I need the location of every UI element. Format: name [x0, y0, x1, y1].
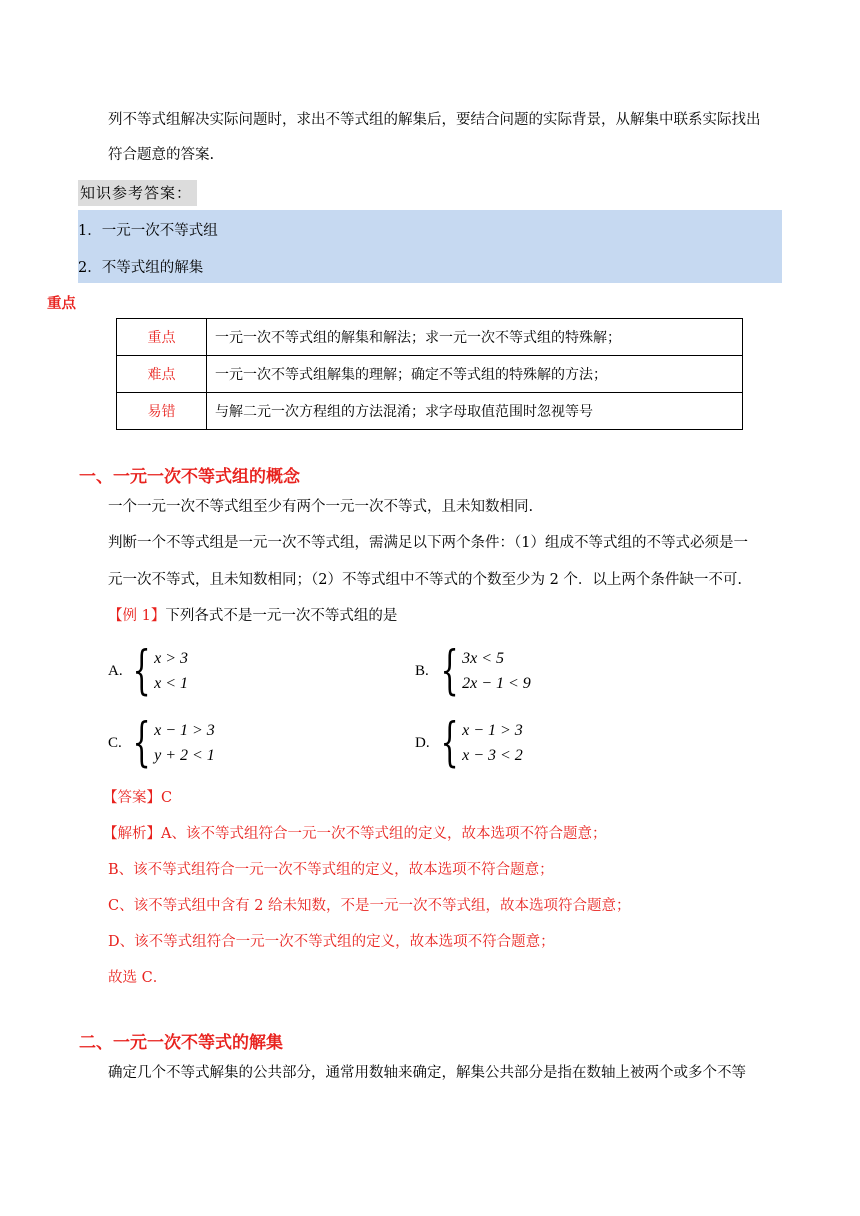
- analysis-line-3: C、该不等式组中含有 2 给未知数，不是一元一次不等式组，故本选项符合题意；: [108, 898, 631, 914]
- example-text: 下列各式不是一元一次不等式组的是: [165, 608, 398, 624]
- inequality: x < 1: [154, 675, 188, 692]
- brace-icon: {: [132, 713, 151, 773]
- answer-text: 【答案】C: [103, 790, 173, 806]
- option-b-label: B.: [415, 663, 429, 679]
- section-2-p1: 确定几个不等式解集的公共部分，通常用数轴来确定，解集公共部分是指在数轴上被两个或多个不等: [108, 1065, 746, 1081]
- section-1-p1: 一个一元一次不等式组至少有两个一元一次不等式，且未知数相同.: [108, 499, 534, 515]
- inequality: x > 3: [154, 650, 188, 667]
- option-d-label: D.: [415, 735, 430, 751]
- key-points-heading: 重点: [47, 295, 76, 312]
- option-c-system: [132, 713, 215, 773]
- analysis-line-1: [103, 824, 606, 844]
- analysis-tag: 【解析】: [103, 826, 161, 842]
- inequality: 2x − 1 < 9: [462, 675, 531, 692]
- option-d-system: [440, 713, 523, 773]
- example-line: [108, 606, 397, 626]
- analysis-line-2: B、该不等式组符合一元一次不等式组的定义，故本选项不符合题意；: [108, 862, 554, 878]
- key-label: 重点: [117, 319, 207, 356]
- inequality: x − 1 > 3: [462, 722, 523, 739]
- knowledge-heading: 知识参考答案：: [78, 180, 197, 206]
- analysis-line-4: D、该不等式组符合一元一次不等式组的定义，故本选项不符合题意；: [108, 934, 555, 950]
- inequality: x − 3 < 2: [462, 747, 523, 764]
- brace-icon: {: [440, 713, 459, 773]
- section-1-title: 一、一元一次不等式组的概念: [79, 467, 300, 487]
- key-text: 一元一次不等式组的解集和解法；求一元一次不等式组的特殊解；: [207, 319, 743, 356]
- inequality: y + 2 < 1: [154, 747, 215, 764]
- table-row: [117, 393, 743, 430]
- intro-line-2: 符合题意的答案.: [108, 147, 215, 163]
- brace-icon: {: [132, 641, 151, 701]
- analysis-text: A、该不等式组符合一元一次不等式组的定义，故本选项不符合题意；: [161, 826, 607, 842]
- intro-line-1: 列不等式组解决实际问题时，求出不等式组的解集后，要结合问题的实际背景，从解集中联系实际找出: [108, 112, 761, 128]
- key-label: 难点: [117, 356, 207, 393]
- section-1-p2a: 判断一个不等式组是一元一次不等式组，需满足以下两个条件：（1）组成不等式组的不等式必须是一: [108, 535, 748, 551]
- brace-icon: {: [440, 641, 459, 701]
- key-label: 易错: [117, 393, 207, 430]
- table-row: [117, 356, 743, 393]
- table-row: [117, 319, 743, 356]
- option-a-label: A.: [108, 663, 123, 679]
- knowledge-item-1: 1．一元一次不等式组: [78, 223, 218, 239]
- conclusion-text: 故选 C．: [108, 970, 168, 986]
- key-text: 一元一次不等式组解集的理解；确定不等式组的特殊解的方法；: [207, 356, 743, 393]
- option-a-system: [132, 641, 188, 701]
- section-2-title: 二、一元一次不等式的解集: [79, 1033, 283, 1053]
- key-points-table: [116, 318, 743, 430]
- option-c-label: C.: [108, 735, 122, 751]
- inequality: 3x < 5: [462, 650, 504, 667]
- knowledge-item-2: 2．不等式组的解集: [78, 260, 204, 276]
- section-1-p2b: 元一次不等式，且未知数相同；（2）不等式组中不等式的个数至少为 2 个．以上两个条件缺一不可.: [108, 572, 743, 588]
- inequality: x − 1 > 3: [154, 722, 215, 739]
- example-tag: 【例 1】: [108, 608, 166, 624]
- option-b-system: [440, 641, 531, 701]
- key-text: 与解二元一次方程组的方法混淆；求字母取值范围时忽视等号: [207, 393, 743, 430]
